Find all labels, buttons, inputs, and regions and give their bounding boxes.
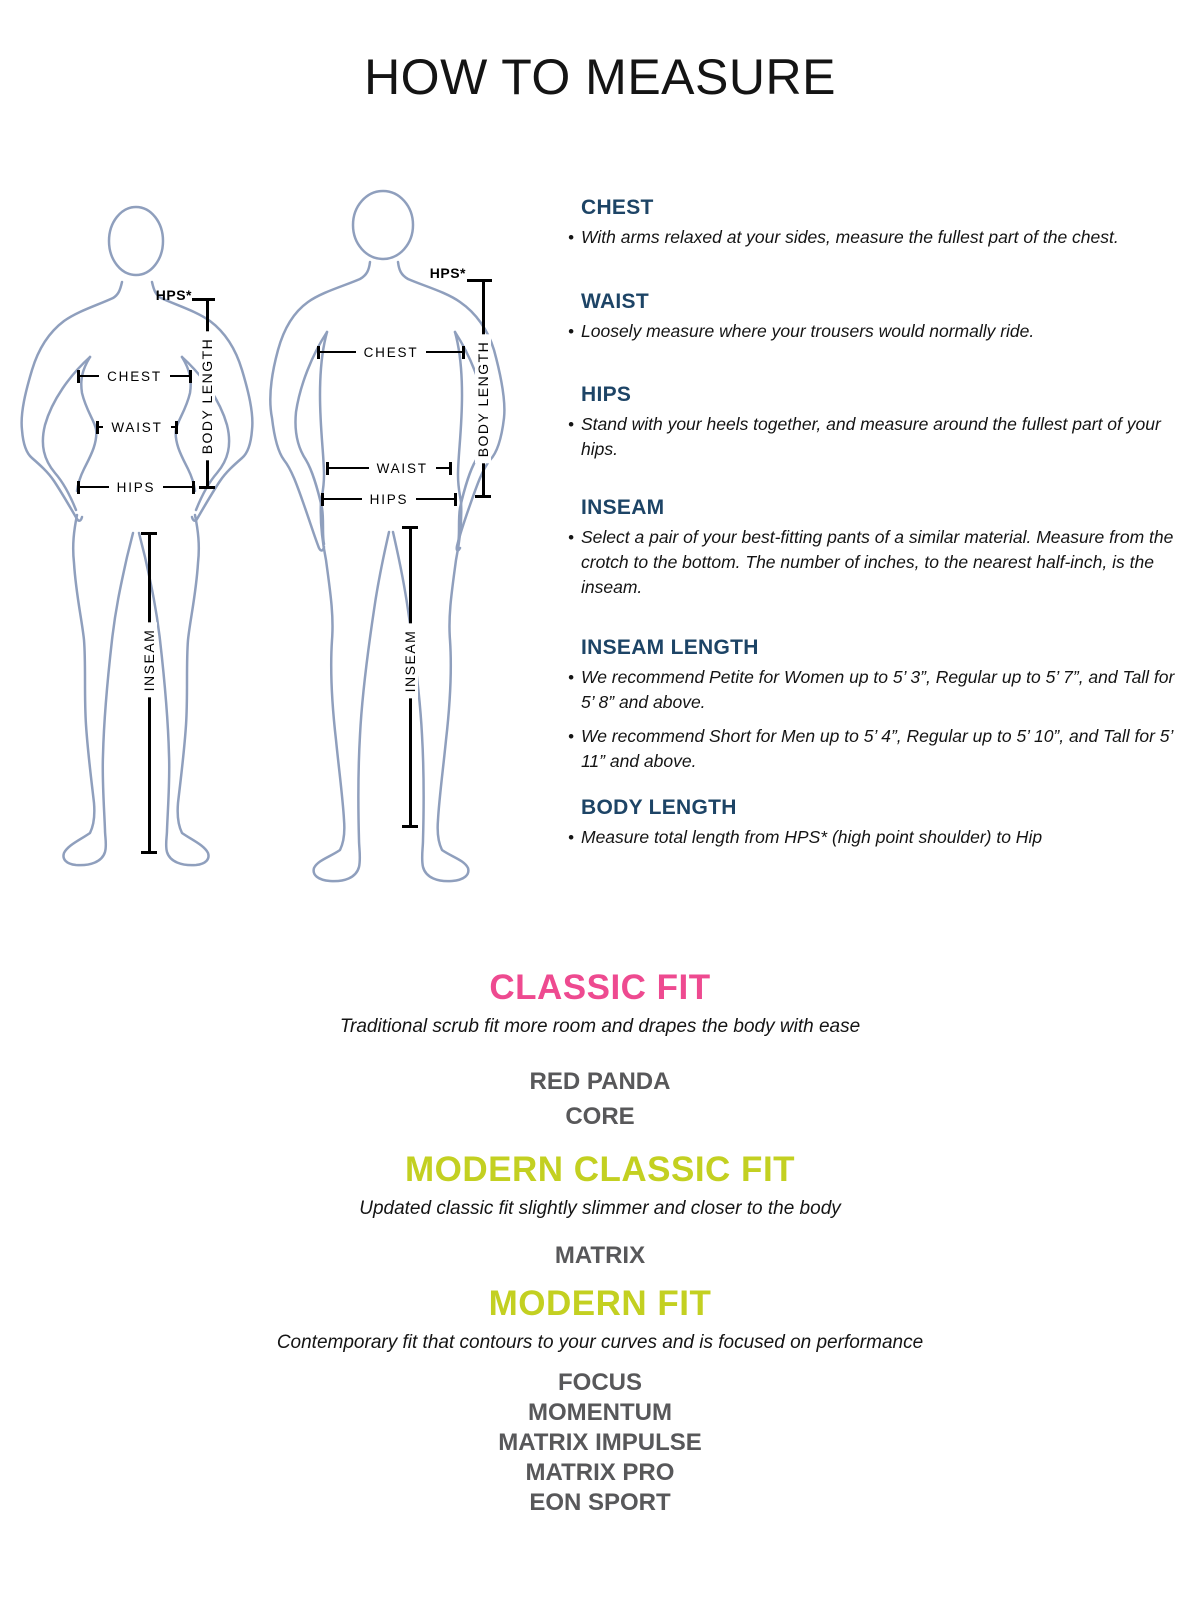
male-inseam-bottom-tick (402, 825, 418, 828)
classic-fit-block (0, 968, 1200, 1134)
measure-tick (175, 421, 178, 434)
measure-line (80, 486, 109, 489)
section-waist (568, 290, 1180, 347)
bullet-text: Stand with your heels together, and measure around the fullest part of your hips. (581, 414, 1161, 459)
page-title: HOW TO MEASURE (364, 49, 836, 105)
male-hps-label: HPS* (429, 265, 466, 281)
bullet-dot: • (568, 322, 574, 341)
female-inseam-bottom-tick (141, 851, 157, 854)
male-inseam-top-tick (402, 526, 418, 529)
female-inseam-top-tick (141, 532, 157, 535)
bullet-item (568, 665, 1180, 715)
fit-name: MODERN CLASSIC FIT (404, 1150, 796, 1189)
male-inseam-label: INSEAM (402, 624, 418, 699)
measure-line (163, 486, 192, 489)
fit-name: CLASSIC FIT (489, 968, 711, 1007)
section-heading: INSEAM LENGTH (581, 636, 759, 659)
fit-product: MATRIX PRO (525, 1459, 675, 1486)
measure-tick (462, 346, 465, 359)
female-head-outline (109, 207, 163, 275)
measure-line (320, 351, 356, 354)
fit-product: CORE (565, 1103, 635, 1130)
female-waist-measure (96, 420, 178, 434)
fit-description: Traditional scrub fit more room and drapes the body with ease (339, 1016, 861, 1037)
section-heading: INSEAM (581, 496, 665, 519)
female-left-leg (64, 515, 134, 865)
male-left-leg (314, 502, 389, 881)
measure-tick (454, 493, 457, 506)
bullet-dot: • (568, 228, 574, 247)
fit-product: RED PANDA (529, 1068, 671, 1095)
male-chest-measure (317, 345, 465, 359)
measure-line (426, 351, 462, 354)
measure-tick (192, 481, 195, 494)
section-heading: HIPS (581, 383, 632, 406)
modern-fit-block (0, 1284, 1200, 1518)
female-inseam-label: INSEAM (141, 623, 157, 698)
measure-line (80, 375, 99, 378)
fit-product: MOMENTUM (528, 1399, 672, 1426)
male-head-outline (353, 191, 413, 259)
fit-description: Contemporary fit that contours to your curves and is focused on performance (276, 1332, 924, 1353)
section-inseam-length (568, 636, 1180, 777)
female-hips-measure (77, 480, 195, 494)
measure-tick (449, 462, 452, 475)
fit-product: MATRIX IMPULSE (498, 1429, 702, 1456)
female-hps-connector-line (192, 298, 215, 301)
female-waist-label: WAIST (111, 419, 163, 435)
male-chest-label: CHEST (363, 344, 419, 360)
measure-line (329, 467, 369, 470)
section-heading: WAIST (581, 290, 649, 313)
section-body-length (568, 796, 1180, 853)
bullet-dot: • (568, 828, 574, 847)
section-hips (568, 383, 1180, 465)
bullet-text: We recommend Petite for Women up to 5’ 3”, Regular up to 5’ 7”, and Tall for 5’ 8” and above. (581, 667, 1175, 712)
bullet-dot: • (568, 727, 574, 746)
bullet-dot: • (568, 668, 574, 687)
bullet-item (568, 525, 1180, 600)
fit-product: FOCUS (558, 1369, 642, 1396)
fit-product: EON SPORT (529, 1489, 671, 1516)
female-hps-label: HPS* (155, 287, 192, 303)
section-heading: CHEST (581, 196, 654, 219)
bullet-item (568, 412, 1180, 462)
female-body-length-bottom-tick (199, 486, 215, 489)
section-inseam (568, 496, 1180, 603)
measure-line (324, 498, 362, 501)
male-body-length-label: BODY LENGTH (475, 335, 491, 464)
bullet-text: Measure total length from HPS* (high point shoulder) to Hip (581, 827, 1043, 847)
fit-name: MODERN FIT (488, 1284, 712, 1323)
measure-line (170, 375, 189, 378)
modern-classic-fit-block (0, 1150, 1200, 1273)
female-hips-label: HIPS (116, 479, 156, 495)
section-heading: BODY LENGTH (581, 796, 737, 819)
female-chest-measure (77, 369, 192, 383)
male-hps-connector-line (467, 279, 492, 282)
fit-product-list (0, 1238, 1200, 1273)
fit-description: Updated classic fit slightly slimmer and closer to the body (359, 1198, 841, 1219)
bullet-dot: • (568, 528, 574, 547)
male-waist-label: WAIST (376, 460, 428, 476)
bullet-dot: • (568, 415, 574, 434)
fit-product-list (0, 1368, 1200, 1518)
male-waist-measure (326, 461, 452, 475)
bullet-text: We recommend Short for Men up to 5’ 4”, Regular up to 5’ 10”, and Tall for 5’ 11” and above. (581, 726, 1173, 771)
bullet-item (568, 724, 1180, 774)
male-figure (260, 160, 530, 890)
female-body-length-label: BODY LENGTH (199, 332, 215, 461)
female-figure (0, 185, 260, 875)
female-chest-label: CHEST (107, 368, 162, 384)
measure-line (416, 498, 454, 501)
male-hips-label: HIPS (369, 491, 409, 507)
bullet-text: Loosely measure where your trousers would normally ride. (581, 321, 1035, 341)
bullet-item (568, 319, 1180, 344)
bullet-item (568, 825, 1180, 850)
measure-tick (189, 370, 192, 383)
fit-product: MATRIX (554, 1242, 646, 1269)
bullet-text: With arms relaxed at your sides, measure the fullest part of the chest. (581, 227, 1119, 247)
measure-line (436, 467, 449, 470)
bullet-text: Select a pair of your best-fitting pants of a similar material. Measure from the crotch to the bottom. The number of inches, to the nearest half-inch, is the inseam. (581, 527, 1174, 597)
bullet-item (568, 225, 1180, 250)
fit-product-list (0, 1064, 1200, 1134)
male-hips-measure (321, 492, 457, 506)
section-chest (568, 196, 1180, 253)
male-body-length-bottom-tick (475, 495, 491, 498)
